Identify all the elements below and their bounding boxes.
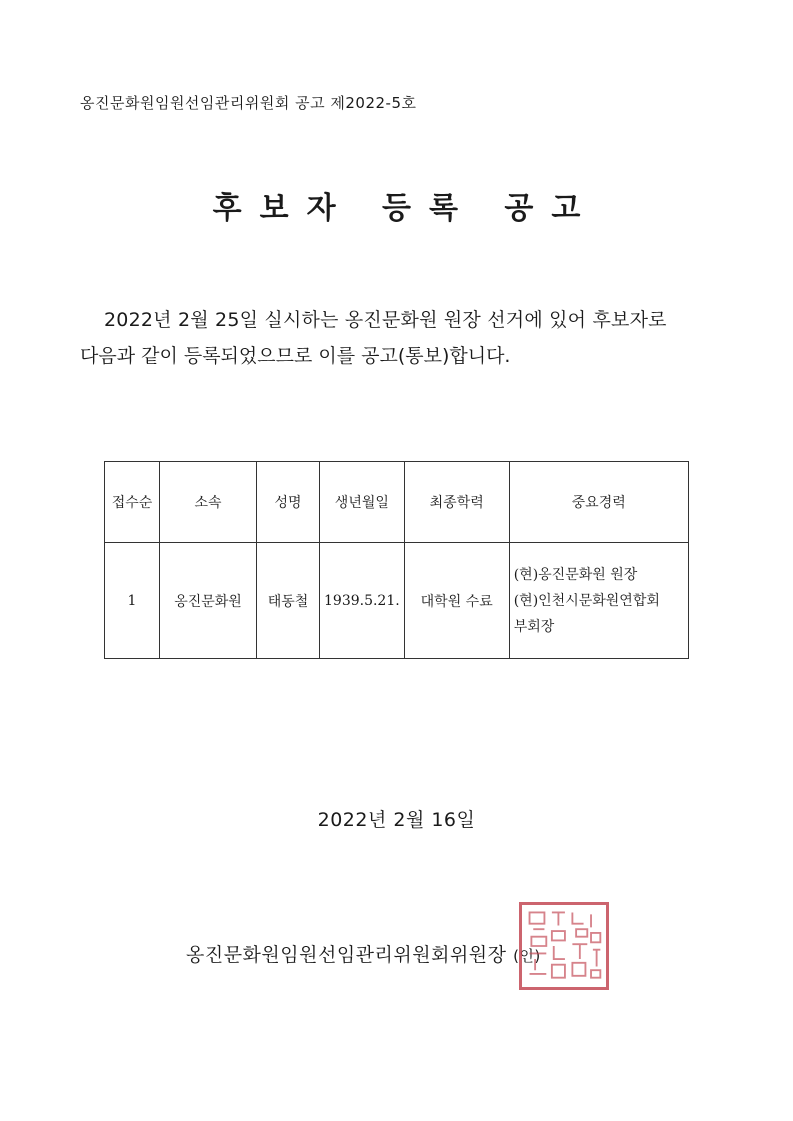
cell-career xyxy=(509,543,688,659)
column-header-order: 접수순 xyxy=(105,462,160,543)
cell-education: 대학원 수료 xyxy=(404,543,509,659)
signer-title: 옹진문화원임원선임관리위원회위원장 xyxy=(186,944,507,966)
seal-pattern xyxy=(522,905,606,987)
career-line: 부회장 xyxy=(513,618,555,635)
notice-date: 2022년 2월 16일 xyxy=(317,809,476,831)
cell-name: 태동철 xyxy=(257,543,320,659)
column-header-career: 중요경력 xyxy=(509,462,688,543)
cell-affiliation: 옹진문화원 xyxy=(160,543,257,659)
column-header-birth: 생년월일 xyxy=(320,462,405,543)
seal-mark: (인) xyxy=(513,947,541,965)
table-row xyxy=(105,543,689,659)
career-line: (현)인천시문화원연합회 xyxy=(513,592,660,609)
page-title: 후보자 등록 공고 xyxy=(212,191,599,226)
cell-birth: 1939.5.21. xyxy=(320,543,405,659)
column-header-affiliation: 소속 xyxy=(160,462,257,543)
column-header-name: 성명 xyxy=(257,462,320,543)
career-line: (현)옹진문화원 원장 xyxy=(513,566,638,583)
signer-line xyxy=(186,940,541,967)
cell-order: 1 xyxy=(105,543,160,659)
candidate-table xyxy=(104,461,689,659)
column-header-education: 최종학력 xyxy=(404,462,509,543)
notice-body-line: 2022년 2월 25일 실시하는 옹진문화원 원장 선거에 있어 후보자로 xyxy=(104,309,667,331)
table-header-row xyxy=(105,462,689,543)
notice-body-line: 다음과 같이 등록되었으므로 이를 공고(통보)합니다. xyxy=(80,345,511,367)
notice-number: 옹진문화원임원선임관리위원회 공고 제2022-5호 xyxy=(80,94,417,112)
notice-body xyxy=(80,302,725,374)
official-seal-icon xyxy=(519,902,609,990)
